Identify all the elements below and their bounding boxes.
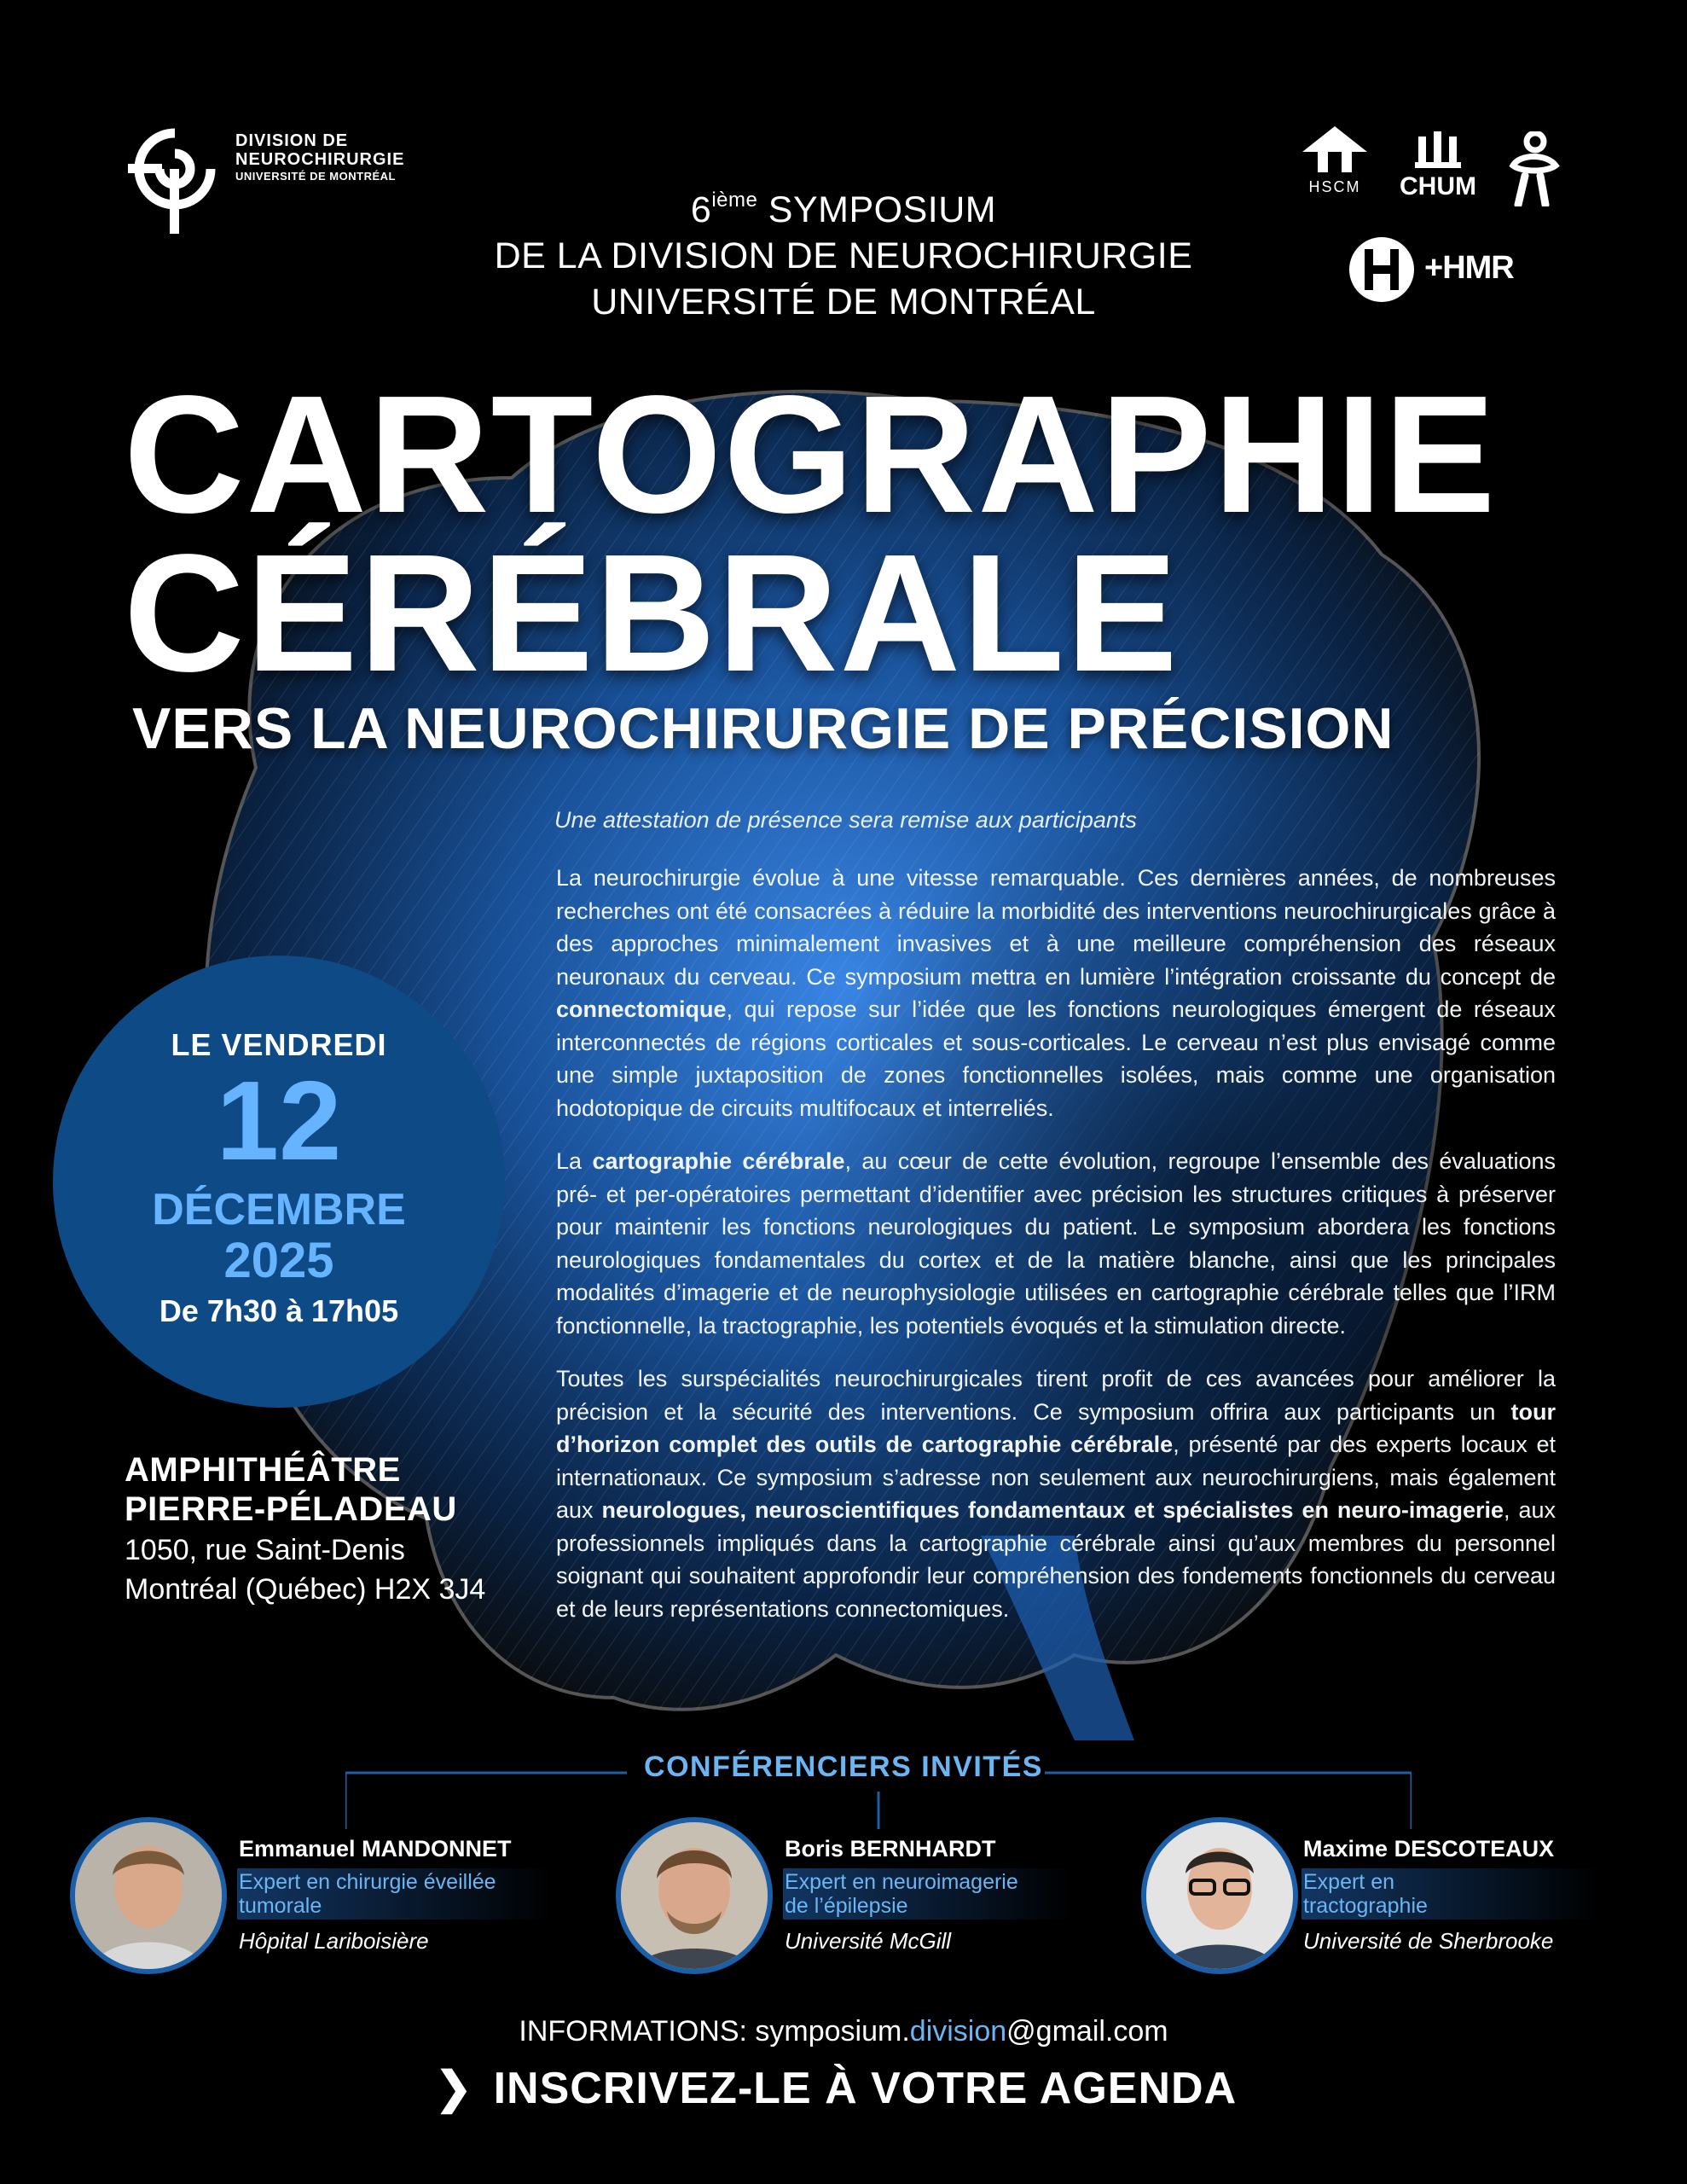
speaker-1-affiliation: Hôpital Lariboisière	[239, 1928, 429, 1954]
chum-label: CHUM	[1400, 172, 1476, 200]
symposium-line-2: DE LA DIVISION DE NEUROCHIRURGIE	[494, 235, 1193, 276]
p3-bold-1: tour d’horizon complet des outils de cartographie cérébrale	[556, 1398, 1556, 1457]
email-part-2: @gmail.com	[1006, 2015, 1168, 2048]
symposium-word: SYMPOSIUM	[768, 189, 997, 230]
speaker-1-last: MANDONNET	[362, 1836, 512, 1862]
logo-line-2: NEUROCHIRURGIE	[235, 150, 405, 169]
p3-text-mid: , présenté par des experts locaux et internationaux. Ce symposium s’adresse non seulement aux neurochirurgiens, mais également aux	[556, 1432, 1556, 1523]
speaker-2-affiliation: Université McGill	[785, 1928, 952, 1954]
symposium-ordinal-suffix: ième	[711, 189, 758, 212]
paragraph-2	[556, 1145, 1556, 1342]
venue-address-2: Montréal (Québec) H2X 3J4	[125, 1573, 486, 1606]
chum-icon	[1415, 131, 1461, 169]
p1-text-end: , qui repose sur l’idée que les fonctions neurologiques émergent de réseaux interconnectés de régions corticales et sous-corticales. Le cerveau n’est plus envisagé comme une simple juxtaposition de zones fonctionnelles isolées, mais comme une organisation hodotopique de circuits multifocaux et interreliés.	[556, 996, 1556, 1121]
speaker-2-portrait	[621, 1822, 768, 1969]
p1-text: La neurochirurgie évolue à une vitesse remarquable. Ces dernières années, de nombreuses recherches ont été consacrées à réduire la morbidité des interventions neurochirurgicales grâce à des approches minimalement invasives et à une meilleure compréhension des réseaux neuronaux du cerveau. Ce symposium mettra en lumière l’intégration croissante du concept de	[556, 865, 1556, 990]
cta-label: INSCRIVEZ-LE À VOTRE AGENDA	[493, 2064, 1238, 2113]
date-weekday: LE VENDREDI	[171, 1027, 387, 1062]
info-line	[0, 2015, 1687, 2048]
speaker-1-portrait	[75, 1822, 222, 1969]
date-month: DÉCEMBRE	[152, 1185, 406, 1234]
date-badge	[53, 956, 505, 1408]
title-line-2: CÉRÉBRALE	[124, 520, 1180, 706]
speaker-2-first: Boris	[785, 1836, 844, 1862]
add-to-calendar-cta[interactable]	[435, 2063, 1237, 2114]
speaker-1-first: Emmanuel	[239, 1836, 356, 1862]
speaker-2-role	[783, 1868, 1073, 1920]
venue-address	[125, 1531, 485, 1609]
symposium-line-3: UNIVERSITÉ DE MONTRÉAL	[591, 282, 1096, 322]
p3-text-end: , aux professionnels impliqués dans la cartographie cérébrale ainsi qu’aux membres du personnel soignant qui souhaitent approfondir leur compréhension des fondements fonctionnels du cerveau et de leurs représentations connectomiques.	[556, 1497, 1556, 1622]
p3-bold-2: neurologues, neuroscientifiques fondamentaux et spécialistes en neuro-imagerie	[601, 1497, 1504, 1523]
p2-text-end: , au cœur de cette évolution, regroupe l’ensemble des évaluations pré- et per-opératoires permettant d’identifier avec précision les structures critiques à préserver pour maintenir les fonctions neurologiques du patient. Le symposium abordera les fonctions neurologiques fondamentales du cortex et de la matière blanche, ainsi que les principales modalités d’imagerie et de neurophysiologie utilisées en cartographie cérébrale telles que l’IRM fonctionnelle, la tractographie, les potentiels évoqués et la stimulation directe.	[556, 1148, 1556, 1339]
speaker-3-name	[1303, 1836, 1554, 1862]
email-part-1: symposium.	[755, 2015, 910, 2048]
speaker-3-role-line-1: Expert en	[1303, 1870, 1395, 1894]
speakers-title: CONFÉRENCIERS INVITÉS	[644, 1751, 1043, 1783]
speaker-1-role-line-1: Expert en chirurgie éveillée	[239, 1870, 496, 1894]
paragraph-1	[556, 862, 1556, 1124]
speaker-3-affiliation: Université de Sherbrooke	[1303, 1928, 1554, 1954]
p2-bold: cartographie cérébrale	[592, 1148, 845, 1174]
main-title	[124, 361, 1498, 706]
speaker-photo-2	[616, 1817, 773, 1974]
speaker-card-3	[1141, 1817, 1619, 1979]
speaker-photo-3	[1141, 1817, 1298, 1974]
p3-text: Toutes les surspécialités neurochirurgicales tirent profit de ces avancées pour améliorer la précision et la sécurité des interventions. Ce symposium offrira aux participants un	[556, 1366, 1556, 1425]
p2-text: La	[556, 1148, 593, 1174]
venue-address-1: 1050, rue Saint-Denis	[125, 1534, 405, 1566]
venue-line-2: PIERRE-PÉLADEAU	[125, 1490, 457, 1528]
symposium-line-1	[0, 177, 1687, 233]
speaker-3-first: Maxime	[1303, 1836, 1388, 1862]
symposium-heading	[0, 177, 1687, 325]
logo-line-3: UNIVERSITÉ DE MONTRÉAL	[235, 170, 396, 183]
speaker-3-portrait	[1146, 1822, 1293, 1969]
speaker-3-role-line-2: tractographie	[1303, 1894, 1428, 1918]
speaker-card-2	[616, 1817, 1093, 1979]
hmr-plus-icon: +	[1424, 250, 1443, 286]
speaker-photo-1	[70, 1817, 227, 1974]
p1-bold: connectomique	[556, 996, 727, 1022]
logo-line-1: DIVISION DE	[235, 131, 349, 150]
speaker-1-name	[239, 1836, 512, 1862]
speaker-3-last: DESCOTEAUX	[1394, 1836, 1555, 1862]
chevron-right-icon: ❯	[435, 2064, 473, 2113]
date-year: 2025	[223, 1233, 334, 1288]
title-line-1: CARTOGRAPHIE	[124, 361, 1498, 548]
speaker-1-role	[237, 1868, 553, 1920]
contact-email-link[interactable]	[755, 2015, 1168, 2048]
date-hours: De 7h30 à 17h05	[159, 1293, 399, 1328]
email-part-highlight: division	[909, 2015, 1007, 2048]
hmr-label: HMR	[1442, 250, 1514, 286]
speaker-2-name	[785, 1836, 996, 1862]
speaker-2-role-line-2: de l’épilepsie	[785, 1894, 908, 1918]
speaker-2-role-line-1: Expert en neuroimagerie	[785, 1870, 1018, 1894]
description-body	[556, 862, 1556, 1646]
attestation-note: Une attestation de présence sera remise aux participants	[554, 807, 1137, 833]
speaker-card-1	[70, 1817, 565, 1979]
venue-name	[125, 1450, 457, 1529]
symposium-ordinal: 6	[690, 189, 712, 230]
speaker-1-role-line-2: tumorale	[239, 1894, 322, 1918]
speaker-2-last: BERNHARDT	[849, 1836, 996, 1862]
speaker-3-role	[1301, 1868, 1600, 1920]
date-day: 12	[216, 1058, 342, 1183]
venue-line-1: AMPHITHÉÂTRE	[125, 1451, 401, 1489]
hscm-icon	[1302, 126, 1367, 174]
info-label: INFORMATIONS:	[519, 2015, 756, 2048]
paragraph-3	[556, 1362, 1556, 1625]
subtitle: VERS LA NEUROCHIRURGIE DE PRÉCISION	[132, 696, 1394, 761]
hscm-label: HSCM	[1308, 178, 1361, 195]
